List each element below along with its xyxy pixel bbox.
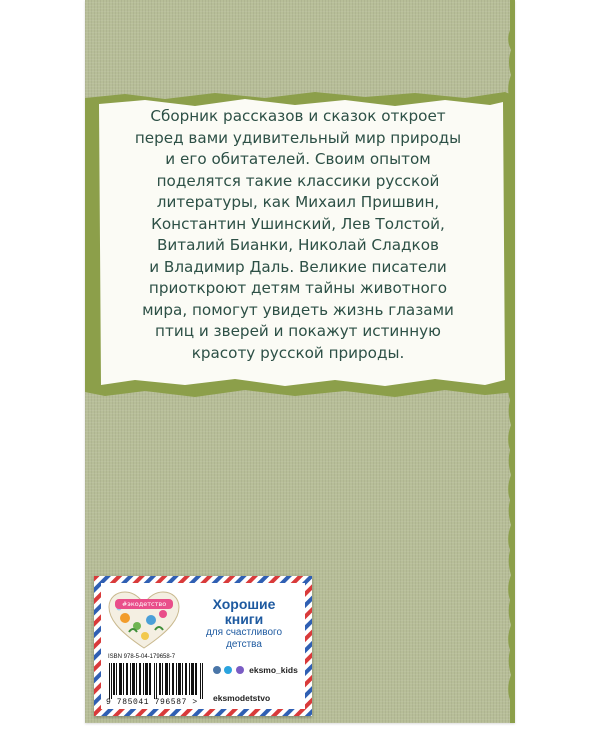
social-handle: eksmo_kids — [249, 664, 298, 675]
barcode-icon — [109, 663, 205, 699]
isbn-text: ISBN 978-5-04-179658-7 — [108, 654, 176, 660]
social-row — [213, 664, 305, 678]
slogan-line: Хорошие — [212, 596, 276, 612]
slogan-line: книги — [224, 611, 264, 627]
book-description — [93, 106, 503, 364]
blurb-line: птиц и зверей и покажут истинную — [155, 322, 441, 340]
blurb-line: приоткроют детям тайны животного — [148, 279, 448, 297]
blurb-line: и его обитателей. Своим опытом — [165, 150, 431, 168]
blurb-line: перед вами удивительный мир природы — [134, 128, 462, 147]
blurb-line: Сборник рассказов и сказок откроет — [150, 107, 446, 125]
barcode-digits: 9 785041 796587 > — [106, 698, 198, 707]
vk-icon — [213, 666, 221, 674]
blurb-line: мира, помогут увидеть жизнь глазами — [142, 300, 454, 319]
social-icon — [236, 666, 244, 674]
slogan — [183, 597, 305, 651]
blurb-line: Константин Ушинский, Лев Толстой, — [151, 214, 445, 233]
publisher-sticker — [94, 576, 312, 716]
blurb-line: Виталий Бианки, Николай Сладков — [157, 236, 439, 254]
telegram-icon — [224, 666, 232, 674]
blurb-line: красоту русской природы. — [191, 343, 405, 362]
sticker-content — [101, 583, 305, 709]
blurb-line: поделятся такие классики русской — [156, 171, 440, 190]
slogan-line: для счастливого — [205, 627, 283, 638]
social-links — [213, 664, 305, 678]
barcode-area — [104, 654, 208, 708]
slogan-line: детства — [226, 639, 262, 650]
website-text: eksmodetstvo — [213, 693, 271, 703]
hashtag-label: #экодетство — [115, 599, 173, 609]
blurb-line: и Владимир Даль. Великие писатели — [149, 257, 447, 276]
blurb-line: литературы, как Михаил Пришвин, — [156, 193, 440, 211]
